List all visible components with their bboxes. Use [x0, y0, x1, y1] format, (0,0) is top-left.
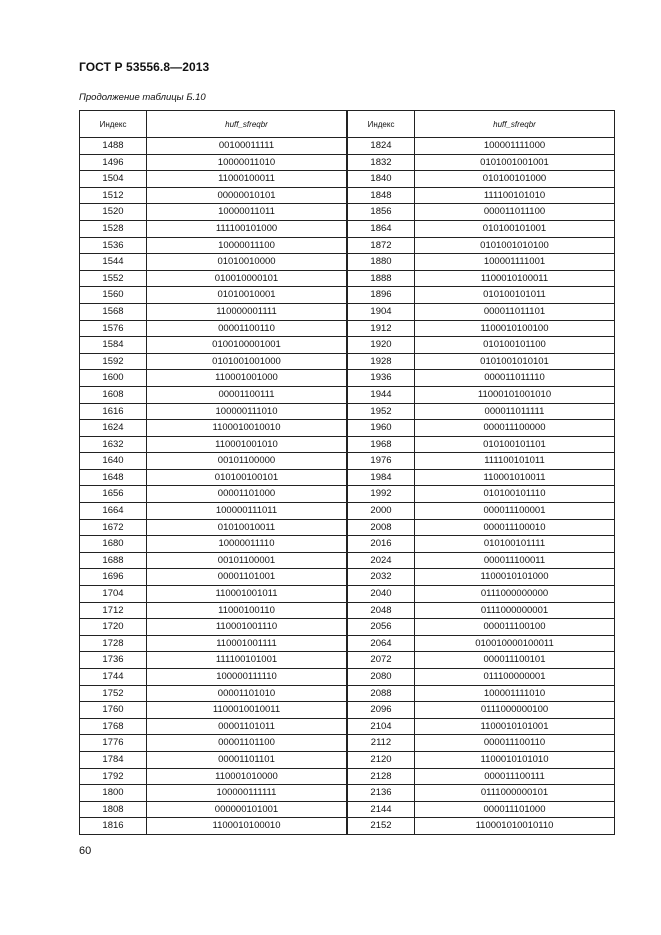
index-cell: 1520: [80, 204, 147, 221]
code-cell: 0101001010100: [415, 237, 615, 254]
code-cell: 10000011110: [147, 536, 347, 553]
code-cell: 110001001000: [147, 370, 347, 387]
code-cell: 000011100000: [415, 420, 615, 437]
table-row: [80, 386, 347, 403]
code-cell: 100000111011: [147, 503, 347, 520]
table-row: [80, 469, 347, 486]
table-row: [80, 586, 347, 603]
table-row: [80, 602, 347, 619]
code-cell: 11000100011: [147, 171, 347, 188]
table-row: [348, 519, 615, 536]
index-cell: 1744: [80, 669, 147, 686]
code-cell: 010010000101: [147, 270, 347, 287]
code-cell: 110001001011: [147, 586, 347, 603]
table-row: [348, 685, 615, 702]
table-row: [80, 420, 347, 437]
table-row: [80, 669, 347, 686]
index-cell: 2016: [348, 536, 415, 553]
index-cell: 2112: [348, 735, 415, 752]
table-row: [80, 204, 347, 221]
code-cell: 0111000000001: [415, 602, 615, 619]
index-cell: 1656: [80, 486, 147, 503]
table-row: [80, 818, 347, 835]
index-cell: 1736: [80, 652, 147, 669]
code-cell: 000000101001: [147, 801, 347, 818]
code-cell: 00101100000: [147, 453, 347, 470]
index-cell: 1872: [348, 237, 415, 254]
table-row: [80, 486, 347, 503]
code-cell: 110001001111: [147, 635, 347, 652]
table-row: [348, 154, 615, 171]
index-cell: 1992: [348, 486, 415, 503]
code-cell: 110001010010110: [415, 818, 615, 835]
table-right-body: [348, 138, 615, 835]
index-cell: 1960: [348, 420, 415, 437]
code-cell: 110001001110: [147, 619, 347, 636]
index-cell: 1768: [80, 718, 147, 735]
table-row: [348, 751, 615, 768]
index-cell: 2024: [348, 552, 415, 569]
code-cell: 1100010010010: [147, 420, 347, 437]
index-cell: 1912: [348, 320, 415, 337]
index-cell: 1824: [348, 138, 415, 155]
index-cell: 1800: [80, 785, 147, 802]
code-cell: 01010010000: [147, 254, 347, 271]
index-cell: 2152: [348, 818, 415, 835]
index-cell: 1512: [80, 187, 147, 204]
table-row: [80, 370, 347, 387]
table-row: [80, 220, 347, 237]
index-cell: 2008: [348, 519, 415, 536]
index-cell: 1560: [80, 287, 147, 304]
table-row: [348, 718, 615, 735]
index-cell: 1864: [348, 220, 415, 237]
index-cell: 1952: [348, 403, 415, 420]
code-cell: 0111000000101: [415, 785, 615, 802]
code-cell: 100000111110: [147, 669, 347, 686]
table-row: [80, 718, 347, 735]
table-row: [348, 420, 615, 437]
code-cell: 100000111010: [147, 403, 347, 420]
code-cell: 1100010100010: [147, 818, 347, 835]
table-row: [348, 702, 615, 719]
code-cell: 000011101000: [415, 801, 615, 818]
table-row: [80, 154, 347, 171]
index-cell: 2040: [348, 586, 415, 603]
code-cell: 010100101100: [415, 337, 615, 354]
index-cell: 1888: [348, 270, 415, 287]
index-cell: 2000: [348, 503, 415, 520]
index-cell: 1688: [80, 552, 147, 569]
code-cell: 010100101011: [415, 287, 615, 304]
index-cell: 2048: [348, 602, 415, 619]
table-row: [80, 320, 347, 337]
code-cell: 111100101000: [147, 220, 347, 237]
table-row: [80, 453, 347, 470]
table-row: [80, 768, 347, 785]
table-row: [80, 503, 347, 520]
code-cell: 1100010010011: [147, 702, 347, 719]
code-cell: 110001010000: [147, 768, 347, 785]
index-cell: 1616: [80, 403, 147, 420]
index-cell: 1632: [80, 436, 147, 453]
table-row: [80, 685, 347, 702]
document-title: ГОСТ Р 53556.8—2013: [79, 60, 210, 74]
table-row: [80, 751, 347, 768]
index-cell: 1896: [348, 287, 415, 304]
page-number: 60: [79, 845, 92, 857]
table-row: [348, 187, 615, 204]
code-cell: 010100101000: [415, 171, 615, 188]
table-row: [348, 254, 615, 271]
code-cell: 000011100100: [415, 619, 615, 636]
table-row: [348, 220, 615, 237]
code-cell: 01010010011: [147, 519, 347, 536]
code-cell: 100000111111: [147, 785, 347, 802]
code-cell: 0111000000100: [415, 702, 615, 719]
code-cell: 1100010100100: [415, 320, 615, 337]
index-cell: 1584: [80, 337, 147, 354]
index-cell: 1880: [348, 254, 415, 271]
index-cell: 1496: [80, 154, 147, 171]
index-cell: 1624: [80, 420, 147, 437]
index-cell: 2120: [348, 751, 415, 768]
table-row: [348, 818, 615, 835]
table-right: [347, 110, 615, 835]
code-cell: 111100101010: [415, 187, 615, 204]
code-cell: 0101001001000: [147, 353, 347, 370]
table-row: [348, 204, 615, 221]
table-row: [80, 436, 347, 453]
code-cell: 000011011110: [415, 370, 615, 387]
table-row: [348, 403, 615, 420]
code-cell: 10000011010: [147, 154, 347, 171]
index-cell: 1648: [80, 469, 147, 486]
index-cell: 1976: [348, 453, 415, 470]
index-cell: 1944: [348, 386, 415, 403]
table-row: [348, 768, 615, 785]
table-row: [348, 486, 615, 503]
code-cell: 100001111000: [415, 138, 615, 155]
code-cell: 010100101001: [415, 220, 615, 237]
table-row: [348, 652, 615, 669]
table-row: [348, 386, 615, 403]
index-cell: 1776: [80, 735, 147, 752]
table-row: [80, 303, 347, 320]
table-row: [348, 586, 615, 603]
code-cell: 000011011111: [415, 403, 615, 420]
index-cell: 1528: [80, 220, 147, 237]
index-cell: 1984: [348, 469, 415, 486]
table-row: [80, 619, 347, 636]
table-row: [80, 353, 347, 370]
index-cell: 2128: [348, 768, 415, 785]
table-left-body: [80, 138, 347, 835]
table-row: [348, 785, 615, 802]
code-cell: 110001001010: [147, 436, 347, 453]
table-row: [348, 619, 615, 636]
index-cell: 1816: [80, 818, 147, 835]
index-cell: 1832: [348, 154, 415, 171]
index-cell: 2088: [348, 685, 415, 702]
code-cell: 00000010101: [147, 187, 347, 204]
code-cell: 00100011111: [147, 138, 347, 155]
table-row: [80, 702, 347, 719]
table-row: [348, 270, 615, 287]
code-cell: 00001101000: [147, 486, 347, 503]
table-row: [348, 337, 615, 354]
table-row: [80, 536, 347, 553]
table-header-row: [348, 111, 615, 138]
index-cell: 1720: [80, 619, 147, 636]
code-cell: 00001100110: [147, 320, 347, 337]
code-cell: 00001101001: [147, 569, 347, 586]
index-cell: 1904: [348, 303, 415, 320]
table-container: [79, 110, 615, 835]
index-cell: 1712: [80, 602, 147, 619]
code-cell: 00001101101: [147, 751, 347, 768]
table-row: [80, 337, 347, 354]
index-cell: 1840: [348, 171, 415, 188]
index-cell: 2032: [348, 569, 415, 586]
table-header-row: [80, 111, 347, 138]
code-cell: 100001111010: [415, 685, 615, 702]
code-cell: 010010000100011: [415, 635, 615, 652]
code-cell: 010100101101: [415, 436, 615, 453]
index-cell: 1544: [80, 254, 147, 271]
code-cell: 000011100011: [415, 552, 615, 569]
code-cell: 111100101011: [415, 453, 615, 470]
index-cell: 1488: [80, 138, 147, 155]
index-cell: 1664: [80, 503, 147, 520]
table-left: [79, 110, 347, 835]
code-cell: 00101100001: [147, 552, 347, 569]
code-cell: 000011100010: [415, 519, 615, 536]
index-cell: 2144: [348, 801, 415, 818]
table-row: [348, 287, 615, 304]
index-cell: 1608: [80, 386, 147, 403]
table-row: [348, 801, 615, 818]
table-row: [80, 735, 347, 752]
table-row: [80, 635, 347, 652]
table-row: [348, 453, 615, 470]
code-cell: 000011100111: [415, 768, 615, 785]
code-cell: 00001101100: [147, 735, 347, 752]
code-cell: 11000101001010: [415, 386, 615, 403]
table-row: [348, 469, 615, 486]
table-row: [80, 254, 347, 271]
index-cell: 2136: [348, 785, 415, 802]
code-cell: 000011011100: [415, 204, 615, 221]
index-cell: 2056: [348, 619, 415, 636]
column-header-code: huff_sfreqbr: [147, 111, 347, 138]
code-cell: 00001100111: [147, 386, 347, 403]
code-cell: 010100101111: [415, 536, 615, 553]
index-cell: 1600: [80, 370, 147, 387]
index-cell: 1680: [80, 536, 147, 553]
table-row: [348, 370, 615, 387]
code-cell: 000011100101: [415, 652, 615, 669]
code-cell: 11000100110: [147, 602, 347, 619]
code-cell: 1100010101001: [415, 718, 615, 735]
code-cell: 000011100110: [415, 735, 615, 752]
index-cell: 1784: [80, 751, 147, 768]
table-row: [80, 569, 347, 586]
table-row: [80, 287, 347, 304]
table-row: [348, 138, 615, 155]
code-cell: 010100101110: [415, 486, 615, 503]
code-cell: 1100010101000: [415, 569, 615, 586]
table-row: [348, 436, 615, 453]
index-cell: 1920: [348, 337, 415, 354]
code-cell: 011100000001: [415, 669, 615, 686]
index-cell: 1568: [80, 303, 147, 320]
table-row: [80, 187, 347, 204]
index-cell: 2064: [348, 635, 415, 652]
index-cell: 1672: [80, 519, 147, 536]
code-cell: 100001111001: [415, 254, 615, 271]
column-header-code: huff_sfreqbr: [415, 111, 615, 138]
index-cell: 1728: [80, 635, 147, 652]
index-cell: 1792: [80, 768, 147, 785]
table-row: [348, 602, 615, 619]
table-row: [348, 353, 615, 370]
table-row: [80, 138, 347, 155]
table-row: [80, 171, 347, 188]
code-cell: 010100100101: [147, 469, 347, 486]
code-cell: 000011011101: [415, 303, 615, 320]
index-cell: 1576: [80, 320, 147, 337]
table-row: [348, 669, 615, 686]
code-cell: 1100010101010: [415, 751, 615, 768]
table-row: [348, 735, 615, 752]
table-row: [348, 320, 615, 337]
index-cell: 1640: [80, 453, 147, 470]
table-row: [348, 536, 615, 553]
code-cell: 10000011100: [147, 237, 347, 254]
table-row: [348, 552, 615, 569]
code-cell: 110000001111: [147, 303, 347, 320]
code-cell: 000011100001: [415, 503, 615, 520]
index-cell: 1928: [348, 353, 415, 370]
code-cell: 10000011011: [147, 204, 347, 221]
table-row: [348, 303, 615, 320]
code-cell: 110001010011: [415, 469, 615, 486]
table-row: [348, 569, 615, 586]
index-cell: 2104: [348, 718, 415, 735]
column-header-index: Индекс: [348, 111, 415, 138]
column-header-index: Индекс: [80, 111, 147, 138]
code-cell: 0101001001001: [415, 154, 615, 171]
code-cell: 1100010100011: [415, 270, 615, 287]
code-cell: 00001101011: [147, 718, 347, 735]
index-cell: 1696: [80, 569, 147, 586]
index-cell: 1760: [80, 702, 147, 719]
table-caption: Продолжение таблицы Б.10: [79, 92, 206, 103]
index-cell: 1552: [80, 270, 147, 287]
table-row: [80, 403, 347, 420]
table-row: [80, 519, 347, 536]
table-row: [80, 785, 347, 802]
index-cell: 1704: [80, 586, 147, 603]
table-row: [348, 237, 615, 254]
index-cell: 1808: [80, 801, 147, 818]
table-row: [80, 270, 347, 287]
table-row: [80, 552, 347, 569]
code-cell: 00001101010: [147, 685, 347, 702]
index-cell: 1752: [80, 685, 147, 702]
code-cell: 111100101001: [147, 652, 347, 669]
table-row: [80, 237, 347, 254]
table-row: [80, 652, 347, 669]
index-cell: 1536: [80, 237, 147, 254]
code-cell: 01010010001: [147, 287, 347, 304]
table-row: [348, 635, 615, 652]
table-row: [80, 801, 347, 818]
code-cell: 0100100001001: [147, 337, 347, 354]
index-cell: 1504: [80, 171, 147, 188]
index-cell: 2096: [348, 702, 415, 719]
index-cell: 1592: [80, 353, 147, 370]
table-row: [348, 171, 615, 188]
code-cell: 0101001010101: [415, 353, 615, 370]
index-cell: 1968: [348, 436, 415, 453]
code-cell: 0111000000000: [415, 586, 615, 603]
table-row: [348, 503, 615, 520]
index-cell: 2072: [348, 652, 415, 669]
index-cell: 1848: [348, 187, 415, 204]
index-cell: 2080: [348, 669, 415, 686]
index-cell: 1856: [348, 204, 415, 221]
index-cell: 1936: [348, 370, 415, 387]
